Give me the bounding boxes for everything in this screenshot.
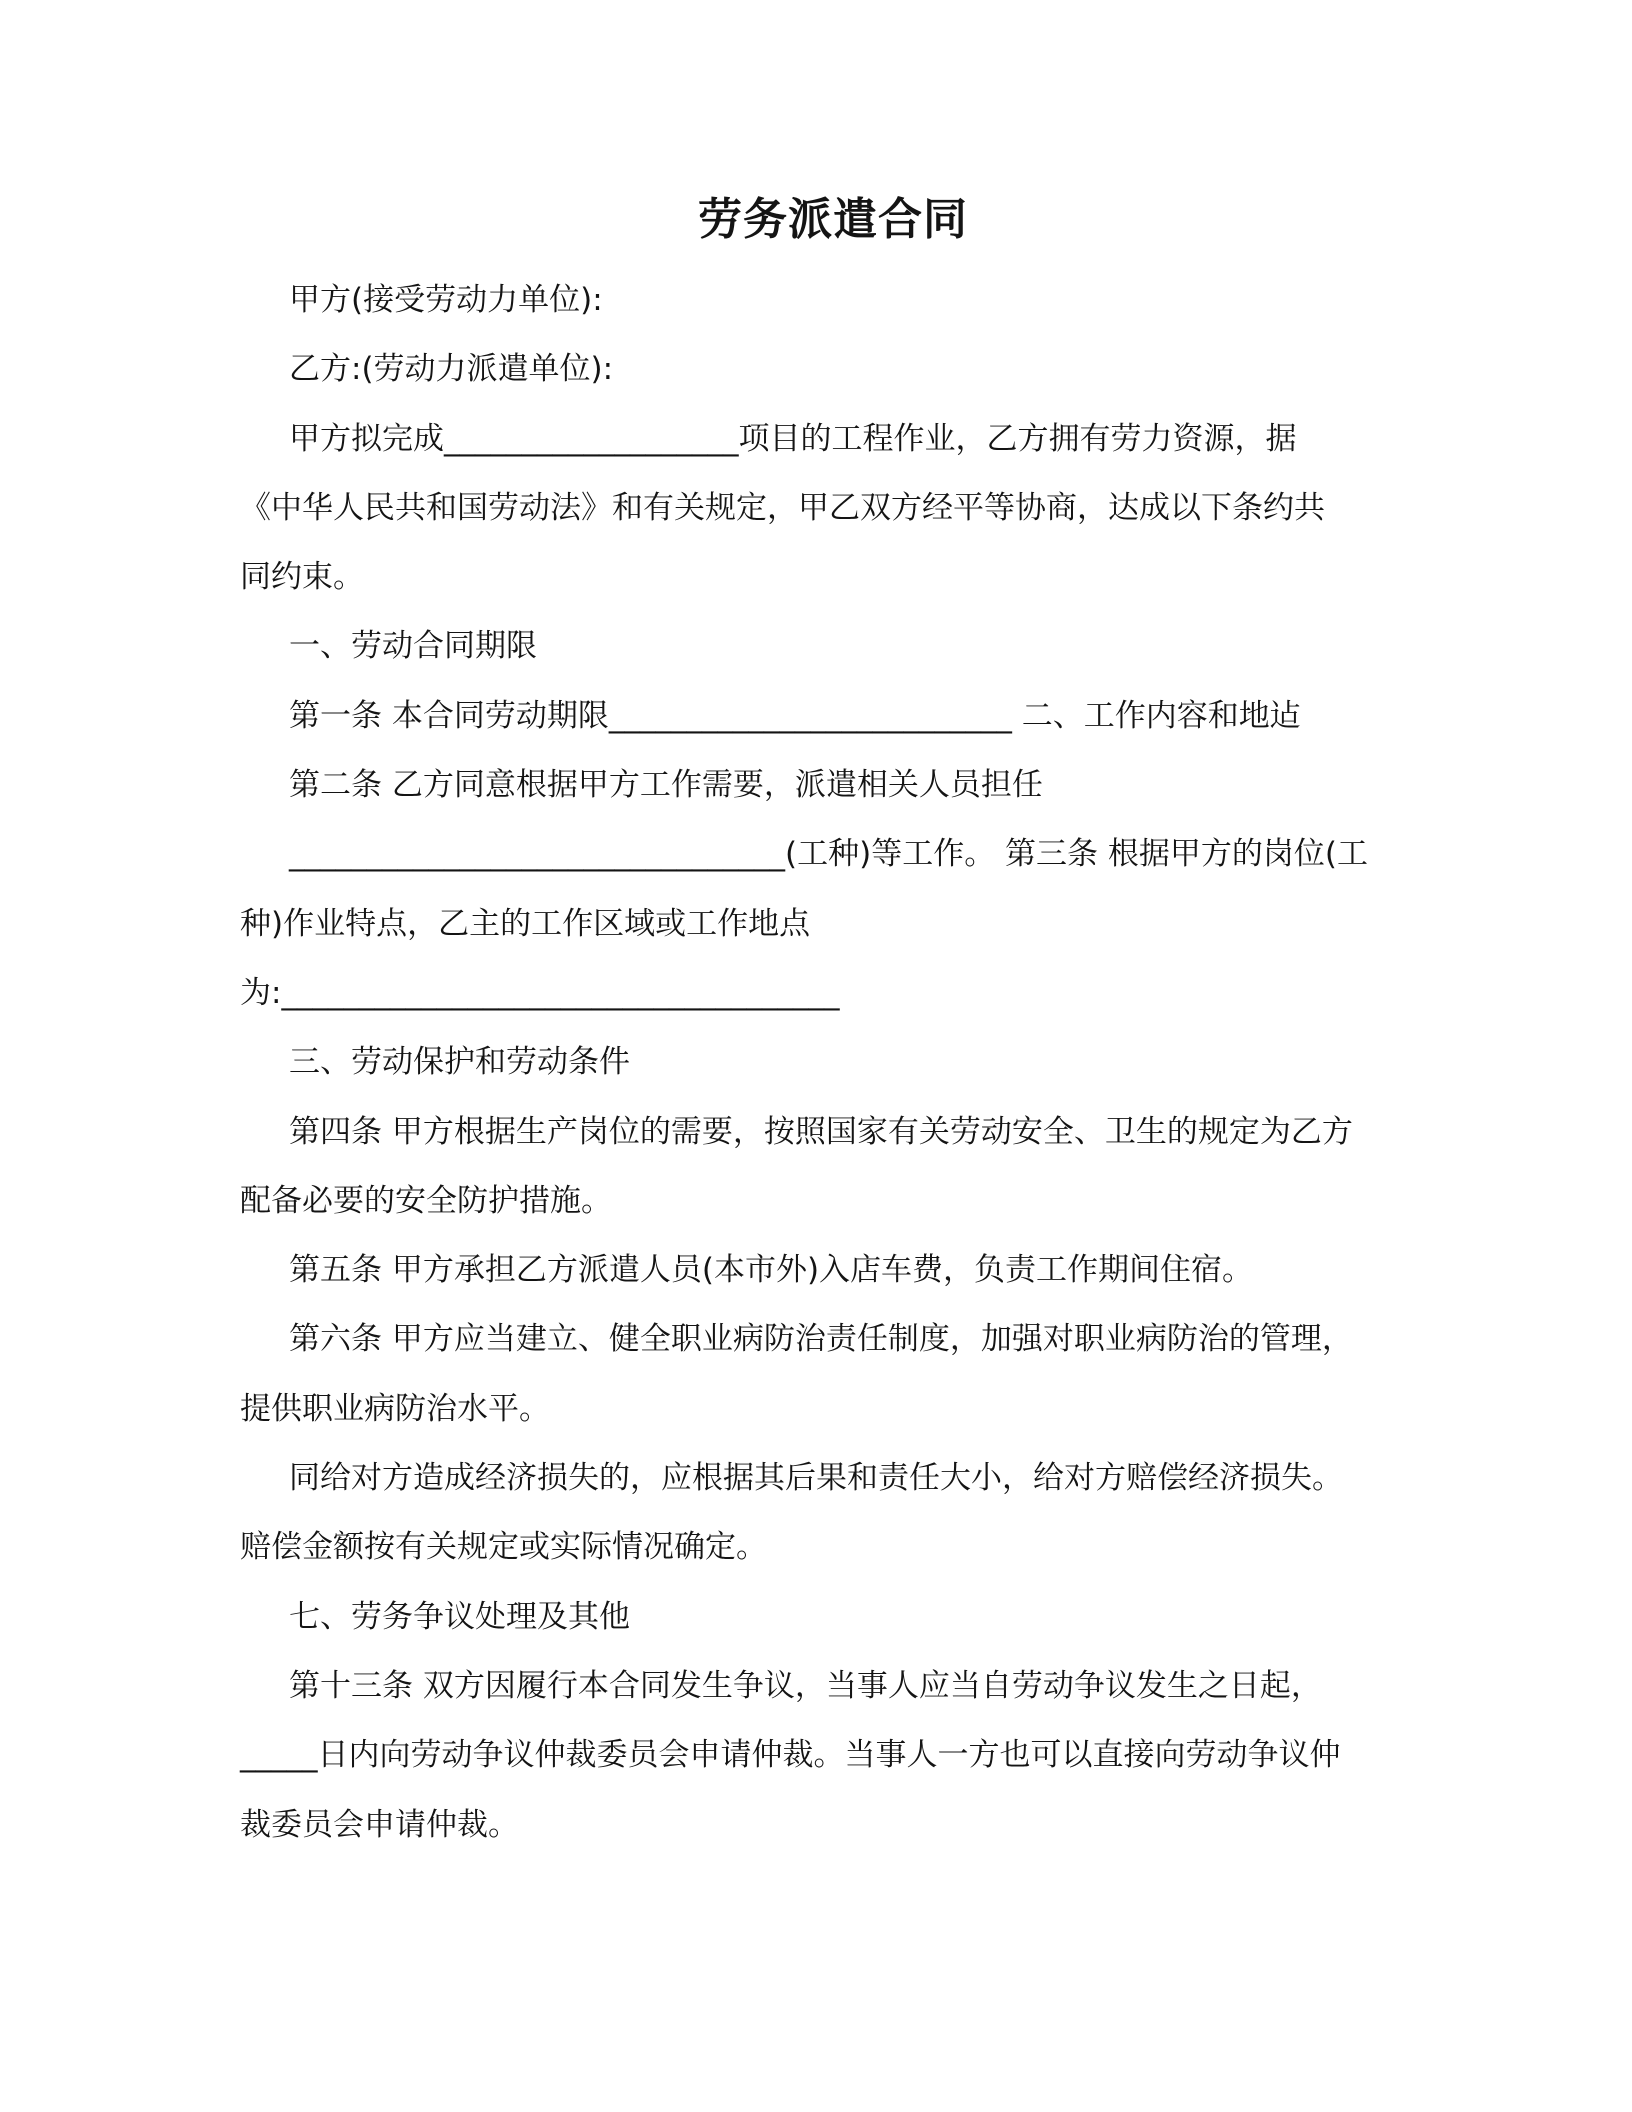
preamble-line: 《中华人民共和国劳动法》和有关规定，甲乙双方经平等协商，达成以下条约共 [240,489,1325,526]
clause-13-line: 第十三条 双方因履行本合同发生争议，当事人应当自劳动争议发生之日起， [289,1667,1322,1704]
preamble-line: 甲方拟完成___________________项目的工程作业，乙方拥有劳力资源，据 [289,420,1297,457]
section-heading-labor-protection: 三、劳动保护和劳动条件 [289,1044,630,1081]
clause-3-line: 种)作业特点，乙主的工作区域或工作地点 [240,905,811,942]
compensation-line: 赔偿金额按有关规定或实际情况确定。 [240,1529,767,1566]
document-title: 劳务派遣合同 [698,194,968,245]
party-b-line: 乙方:(劳动力派遣单位): [289,351,614,388]
preamble-line: 同约束。 [240,559,364,596]
clause-4-line: 第四条 甲方根据生产岗位的需要，按照国家有关劳动安全、卫生的规定为乙方 [289,1113,1353,1150]
clause-5-line: 第五条 甲方承担乙方派遣人员(本市外)入店车费，负责工作期间住宿。 [289,1252,1254,1289]
party-a-line: 甲方(接受劳动力单位): [289,282,603,318]
clause-6-line: 第六条 甲方应当建立、健全职业病防治责任制度，加强对职业病防治的管理， [289,1321,1353,1358]
clause-2-line: 第二条 乙方同意根据甲方工作需要，派遣相关人员担任 [289,767,1043,804]
document-body [240,266,1420,1860]
compensation-line: 同给对方造成经济损失的，应根据其后果和责任大小，给对方赔偿经济损失。 [289,1460,1343,1497]
clause-1-line: 第一条 本合同劳动期限__________________________ 二、工作内容和地迠 [289,697,1301,734]
clause-13-line: _____日内向劳动争议仲裁委员会申请仲裁。当事人一方也可以直接向劳动争议仲 [240,1737,1341,1774]
clause-13-line: 裁委员会申请仲裁。 [240,1806,519,1843]
clause-4-line: 配备必要的安全防护措施。 [240,1182,612,1219]
section-heading-contract-term: 一、劳动合同期限 [289,628,537,665]
section-heading-disputes: 七、劳务争议处理及其他 [289,1598,630,1635]
clause-3-line: 为:____________________________________ [240,974,840,1011]
clause-6-line: 提供职业病防治水平。 [240,1390,550,1427]
clause-3-line: ________________________________(工种)等工作。 第三条 根据甲方的岗位(工 [289,836,1368,873]
